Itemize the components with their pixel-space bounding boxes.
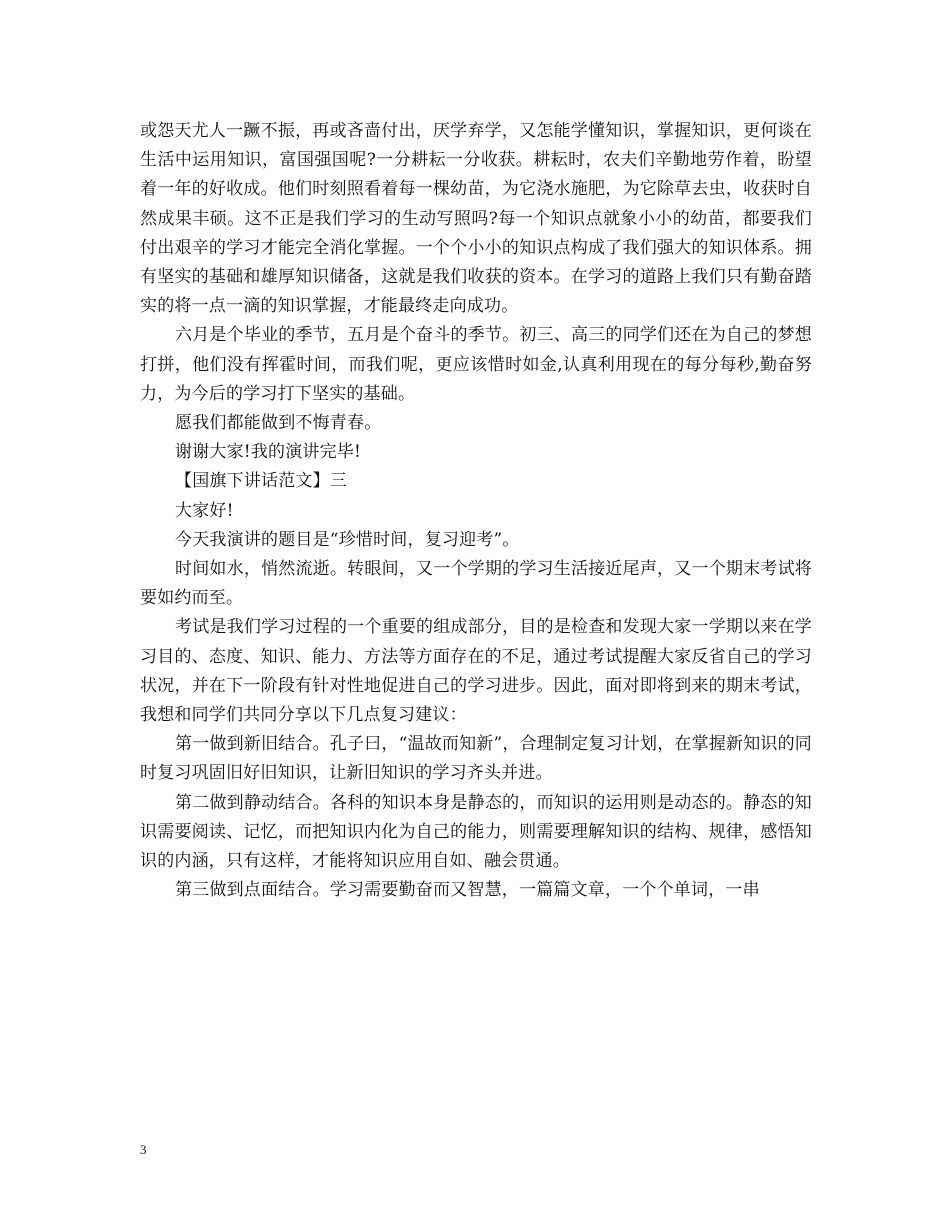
document-body [140, 117, 812, 905]
paragraph-3: 愿我们都能做到不悔青春。 [175, 413, 382, 434]
paragraph-8: 时间如水，悄然流逝。转眼间，又一个学期的学习生活接近尾声，又一个期末考试将要如约而至。 [140, 559, 812, 609]
page-number: 3 [140, 1142, 147, 1157]
paragraph-4: 谢谢大家!我的演讲完毕! [175, 442, 362, 463]
paragraph-2: 六月是个毕业的季节，五月是个奋斗的季节。初三、高三的同学们还在为自己的梦想打拼，他们没有挥霍时间，而我们呢，更应该惜时如金,认真利用现在的每分每秒,勤奋努力，为今后的学习打下坚实的基础。 [140, 325, 812, 404]
paragraph-11: 第二做到静动结合。各科的知识本身是静态的，而知识的运用则是动态的。静态的知识需要阅读、记忆，而把知识内化为自己的能力，则需要理解知识的结构、规律，感悟知识的内涵，只有这样，才能将知识应用自如、融会贯通。 [140, 792, 812, 872]
paragraph-12: 第三做到点面结合。学习需要勤奋而又智慧，一篇篇文章，一个个单词，一串 [175, 880, 760, 901]
paragraph-topic: 今天我演讲的题目是“珍惜时间，复习迎考”。 [175, 529, 520, 550]
paragraph-1: 或怨天尤人一蹶不振，再或吝啬付出，厌学弃学，又怎能学懂知识，掌握知识，更何谈在生活中运用知识，富国强国呢?一分耕耘一分收获。耕耘时，农夫们辛勤地劳作着，盼望着一年的好收成。他们时刻照看着每一棵幼苗，为它浇水施肥，为它除草去虫，收获时自然成果丰硕。这不正是我们学习的生动写照吗?每一个知识点就象小小的幼苗，都要我们付出艰辛的学习才能完全消化掌握。一个个小小的知识点构成了我们强大的知识体系。拥有坚实的基础和雄厚知识储备，这就是我们收获的资本。在学习的道路上我们只有勤奋踏实的将一点一滴的知识掌握，才能最终走向成功。 [140, 121, 812, 317]
paragraph-9: 考试是我们学习过程的一个重要的组成部分，目的是检查和发现大家一学期以来在学习目的、态度、知识、能力、方法等方面存在的不足，通过考试提醒大家反省自己的学习状况，并在下一阶段有针对性地促进自己的学习进步。因此，面对即将到来的期末考试，我想和同学们共同分享以下几点复习建议： [140, 617, 812, 726]
section-heading: 【国旗下讲话范文】三 [175, 471, 347, 492]
paragraph-10: 第一做到新旧结合。孔子曰，“温故而知新”，合理制定复习计划，在掌握新知识的同时复习巩固旧好旧知识，让新旧知识的学习齐头并进。 [140, 734, 812, 784]
paragraph-greeting: 大家好! [175, 500, 234, 521]
